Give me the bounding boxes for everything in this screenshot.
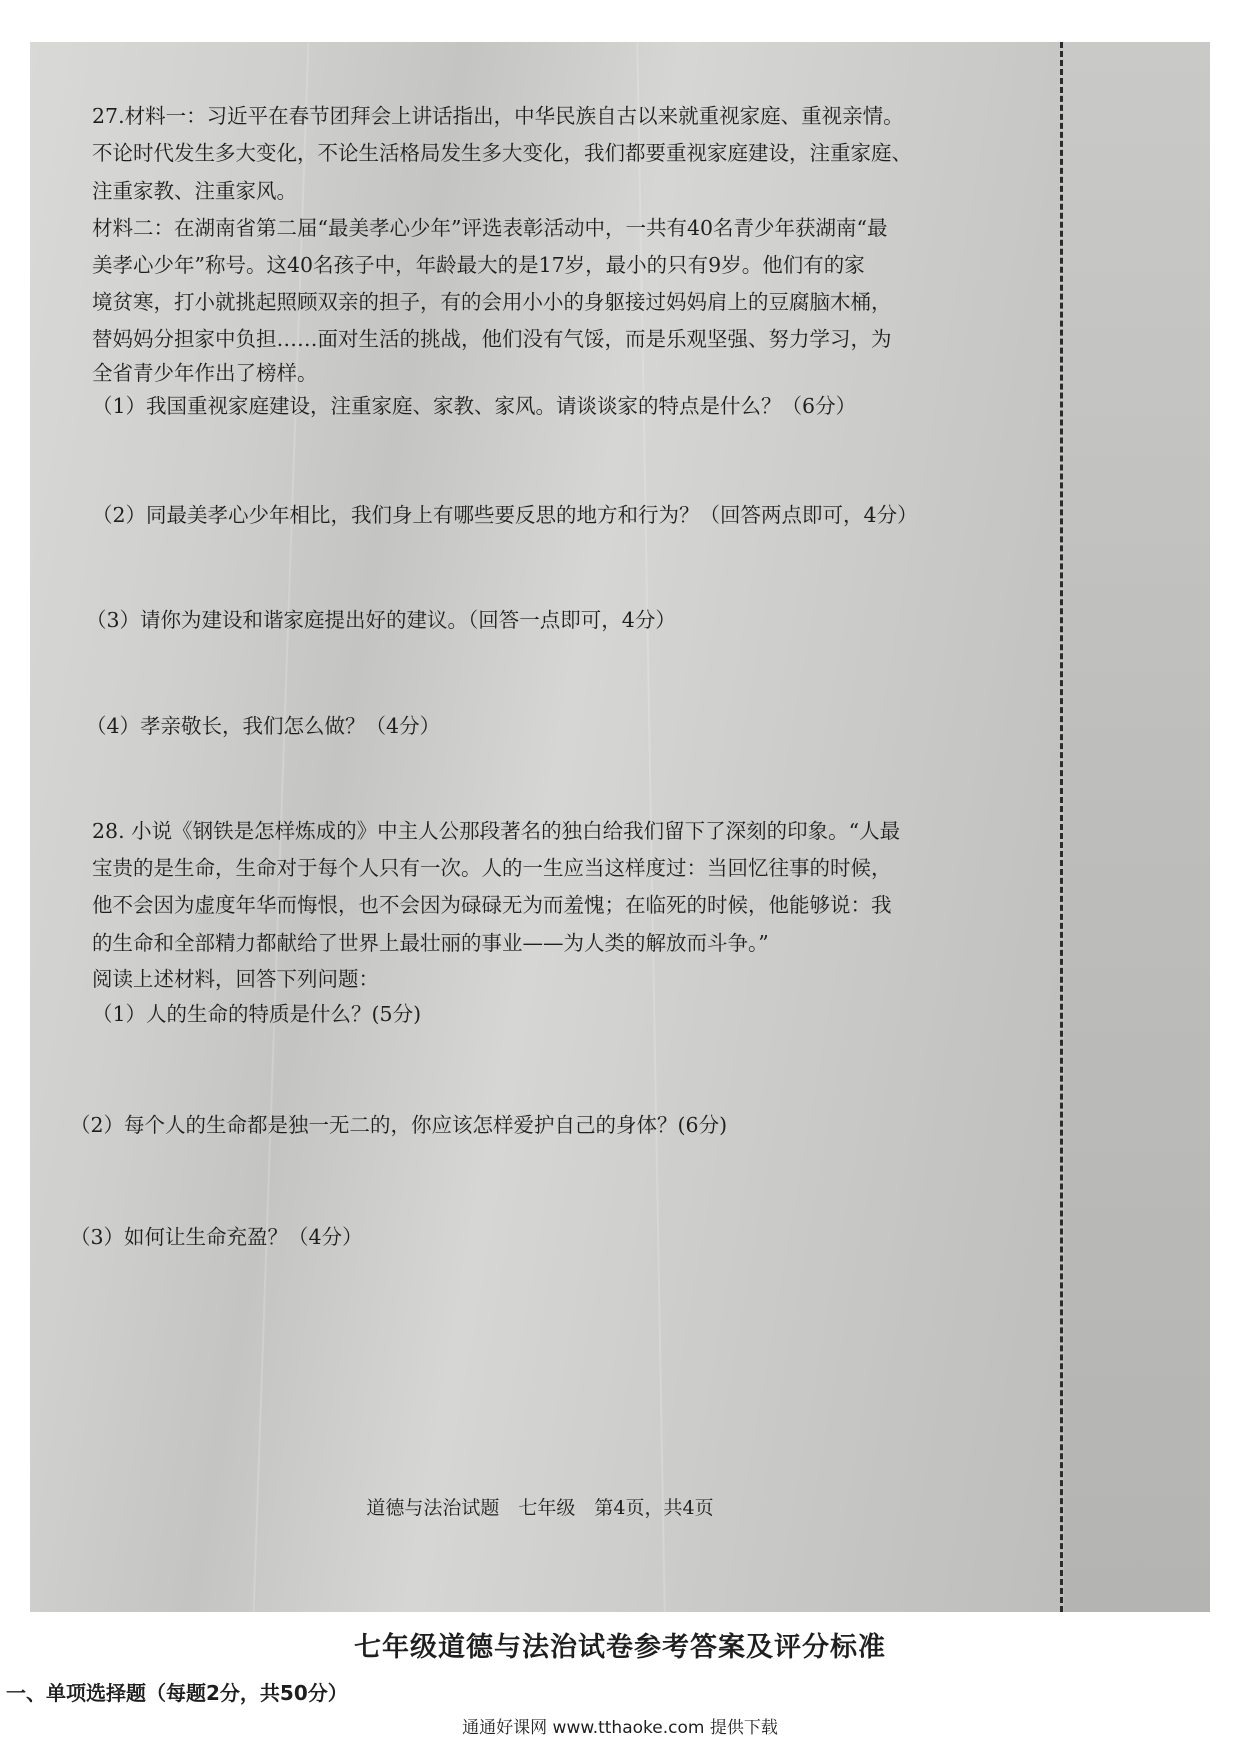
q27-line: 27.材料一：习近平在春节团拜会上讲话指出，中华民族自古以来就重视家庭、重视亲情。 xyxy=(92,104,904,128)
q28-line: 阅读上述材料，回答下列问题： xyxy=(92,967,379,991)
q28-line: 他不会因为虚度年华而悔恨，也不会因为碌碌无为而羞愧；在临死的时候，他能够说：我 xyxy=(92,893,892,917)
q27-sub1: （1）我国重视家庭建设，注重家庭、家教、家风。请谈谈家的特点是什么？（6分） xyxy=(92,394,857,418)
q28-line: 宝贵的是生命，生命对于每个人只有一次。人的一生应当这样度过：当回忆往事的时候， xyxy=(92,856,892,880)
q27-line: 注重家教、注重家风。 xyxy=(92,179,297,203)
section-one-heading: 一、单项选择题（每题2分，共50分） xyxy=(6,1681,348,1705)
q27-sub4: （4）孝亲敬长，我们怎么做？（4分） xyxy=(86,714,441,738)
q27-line: 美孝心少年”称号。这40名孩子中，年龄最大的是17岁，最小的只有9岁。他们有的家 xyxy=(92,253,865,277)
scanned-exam-photo xyxy=(30,42,1210,1612)
margin-strip xyxy=(1064,42,1210,1612)
page-footer: 道德与法治试题 七年级 第4页，共4页 xyxy=(366,1497,714,1519)
q27-line: 境贫寒，打小就挑起照顾双亲的担子，有的会用小小的身躯接过妈妈肩上的豆腐脑木桶， xyxy=(92,290,892,314)
q27-line: 替妈妈分担家中负担……面对生活的挑战，他们没有气馁，而是乐观坚强、努力学习，为 xyxy=(92,327,892,351)
q27-sub2: （2）同最美孝心少年相比，我们身上有哪些要反思的地方和行为？（回答两点即可，4分） xyxy=(92,503,918,527)
binding-dashed-line xyxy=(1060,42,1063,1612)
q27-line: 全省青少年作出了榜样。 xyxy=(92,361,318,385)
q28-sub1: （1）人的生命的特质是什么？(5分) xyxy=(92,1002,422,1026)
q28-line: 的生命和全部精力都献给了世界上最壮丽的事业——为人类的解放而斗争。” xyxy=(92,931,769,955)
q27-line: 不论时代发生多大变化，不论生活格局发生多大变化，我们都要重视家庭建设，注重家庭、 xyxy=(92,141,912,165)
q28-line: 28. 小说《钢铁是怎样炼成的》中主人公那段著名的独白给我们留下了深刻的印象。“人最 xyxy=(92,819,901,843)
q27-sub3: （3）请你为建设和谐家庭提出好的建议。（回答一点即可，4分） xyxy=(86,608,676,632)
q28-sub3: （3）如何让生命充盈？（4分） xyxy=(70,1225,363,1249)
watermark-text: 通通好课网 www.tthaoke.com 提供下载 xyxy=(462,1718,778,1738)
q28-sub2: （2）每个人的生命都是独一无二的，你应该怎样爱护自己的身体？(6分) xyxy=(70,1113,728,1137)
exam-page xyxy=(30,42,1050,1612)
answer-title: 七年级道德与法治试卷参考答案及评分标准 xyxy=(354,1632,886,1663)
q27-line: 材料二：在湖南省第二届“最美孝心少年”评选表彰活动中，一共有40名青少年获湖南“最 xyxy=(92,216,888,240)
